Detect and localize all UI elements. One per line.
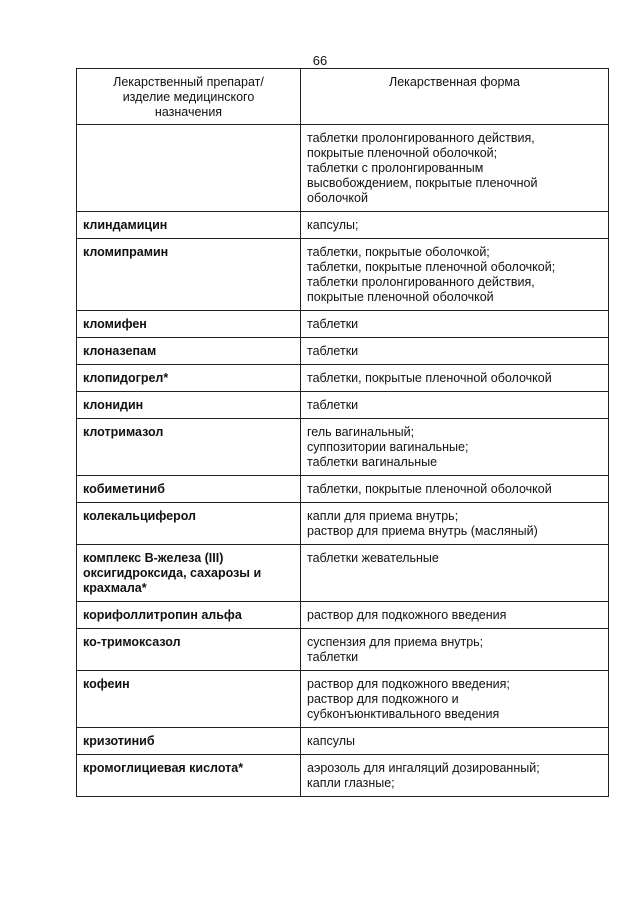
drug-name-cell: [77, 476, 301, 503]
dosage-form-line: таблетки: [307, 398, 359, 412]
dosage-form-line: таблетки, покрытые пленочной оболочкой: [307, 482, 552, 496]
dosage-form-line: таблетки: [307, 650, 359, 664]
dosage-form-line: таблетки: [307, 344, 359, 358]
table-row: [77, 503, 609, 545]
dosage-form-cell: [301, 755, 609, 797]
table-row: [77, 392, 609, 419]
drug-name-cell: [77, 503, 301, 545]
dosage-form-line: капсулы: [307, 734, 355, 748]
table-row: [77, 239, 609, 311]
dosage-form-line: покрытые пленочной оболочкой;: [307, 146, 498, 160]
table-row: [77, 728, 609, 755]
table-row: [77, 311, 609, 338]
dosage-form-cell: [301, 125, 609, 212]
drug-name-line: кломипрамин: [83, 245, 169, 259]
drug-name-line: клопидогрел*: [83, 371, 169, 385]
drug-name-line: кобиметиниб: [83, 482, 165, 496]
drug-name-cell: [77, 755, 301, 797]
dosage-form-cell: [301, 503, 609, 545]
table-row: [77, 629, 609, 671]
dosage-form-line: таблетки, покрытые оболочкой;: [307, 245, 490, 259]
dosage-form-line: капли глазные;: [307, 776, 395, 790]
dosage-form-cell: [301, 728, 609, 755]
dosage-form-line: таблетки, покрытые пленочной оболочкой;: [307, 260, 556, 274]
table-row: [77, 365, 609, 392]
header-drug-line: Лекарственный препарат/: [113, 75, 264, 89]
table-row: [77, 419, 609, 476]
drug-name-cell: [77, 602, 301, 629]
dosage-form-line: высвобождением, покрытые пленочной: [307, 176, 538, 190]
dosage-form-line: субконъюнктивального введения: [307, 707, 500, 721]
drug-name-line: клоназепам: [83, 344, 157, 358]
dosage-form-line: таблетки: [307, 317, 359, 331]
drug-name-cell: [77, 392, 301, 419]
dosage-form-line: гель вагинальный;: [307, 425, 415, 439]
drug-name-cell: [77, 365, 301, 392]
dosage-form-line: капли для приема внутрь;: [307, 509, 459, 523]
dosage-form-line: суспензия для приема внутрь;: [307, 635, 484, 649]
table-row: [77, 212, 609, 239]
dosage-form-cell: [301, 629, 609, 671]
header-drug: [77, 69, 301, 125]
drug-name-cell: [77, 671, 301, 728]
drug-name-line: клотримазол: [83, 425, 164, 439]
dosage-form-cell: [301, 602, 609, 629]
dosage-form-cell: [301, 212, 609, 239]
dosage-form-line: оболочкой: [307, 191, 368, 205]
dosage-form-cell: [301, 419, 609, 476]
header-drug-line: назначения: [154, 105, 223, 119]
dosage-form-cell: [301, 476, 609, 503]
header-form: [301, 69, 609, 125]
dosage-form-line: покрытые пленочной оболочкой: [307, 290, 494, 304]
drug-name-line: крахмала*: [83, 581, 147, 595]
dosage-form-line: таблетки с пролонгированным: [307, 161, 484, 175]
drug-name-line: комплекс В-железа (III): [83, 551, 224, 565]
drug-name-cell: [77, 545, 301, 602]
dosage-form-line: таблетки жевательные: [307, 551, 439, 565]
drug-name-line: клонидин: [83, 398, 144, 412]
drug-table: [76, 68, 609, 797]
header-form-line: Лекарственная форма: [389, 75, 520, 89]
drug-name-line: кофеин: [83, 677, 130, 691]
drug-name-line: клиндамицин: [83, 218, 168, 232]
table-row: [77, 125, 609, 212]
drug-name-cell: [77, 125, 301, 212]
table-row: [77, 476, 609, 503]
drug-name-line: кромоглициевая кислота*: [83, 761, 244, 775]
table-header-row: [77, 69, 609, 125]
drug-name-cell: [77, 728, 301, 755]
drug-name-cell: [77, 212, 301, 239]
dosage-form-cell: [301, 239, 609, 311]
page-number: 66: [312, 53, 328, 68]
drug-name-cell: [77, 629, 301, 671]
drug-name-cell: [77, 419, 301, 476]
drug-name-cell: [77, 239, 301, 311]
dosage-form-line: раствор для приема внутрь (масляный): [307, 524, 538, 538]
dosage-form-line: таблетки, покрытые пленочной оболочкой: [307, 371, 552, 385]
table-body: [77, 125, 609, 797]
drug-name-line: кризотиниб: [83, 734, 155, 748]
drug-name-line: ко-тримоксазол: [83, 635, 181, 649]
dosage-form-cell: [301, 671, 609, 728]
dosage-form-cell: [301, 545, 609, 602]
dosage-form-cell: [301, 338, 609, 365]
dosage-form-cell: [301, 311, 609, 338]
dosage-form-line: раствор для подкожного и: [307, 692, 459, 706]
drug-name-line: оксигидроксида, сахарозы и: [83, 566, 262, 580]
drug-name-line: корифоллитропин альфа: [83, 608, 242, 622]
drug-name-cell: [77, 338, 301, 365]
dosage-form-cell: [301, 392, 609, 419]
dosage-form-line: аэрозоль для ингаляций дозированный;: [307, 761, 540, 775]
drug-name-line: кломифен: [83, 317, 147, 331]
table-row: [77, 602, 609, 629]
dosage-form-cell: [301, 365, 609, 392]
drug-name-line: колекальциферол: [83, 509, 196, 523]
dosage-form-line: раствор для подкожного введения: [307, 608, 507, 622]
dosage-form-line: капсулы;: [307, 218, 359, 232]
dosage-form-line: таблетки пролонгированного действия,: [307, 275, 535, 289]
dosage-form-line: раствор для подкожного введения;: [307, 677, 510, 691]
dosage-form-line: таблетки пролонгированного действия,: [307, 131, 535, 145]
table-row: [77, 545, 609, 602]
dosage-form-line: таблетки вагинальные: [307, 455, 438, 469]
drug-name-cell: [77, 311, 301, 338]
header-drug-line: изделие медицинского: [122, 90, 255, 104]
table-row: [77, 671, 609, 728]
table-row: [77, 755, 609, 797]
dosage-form-line: суппозитории вагинальные;: [307, 440, 469, 454]
table-row: [77, 338, 609, 365]
